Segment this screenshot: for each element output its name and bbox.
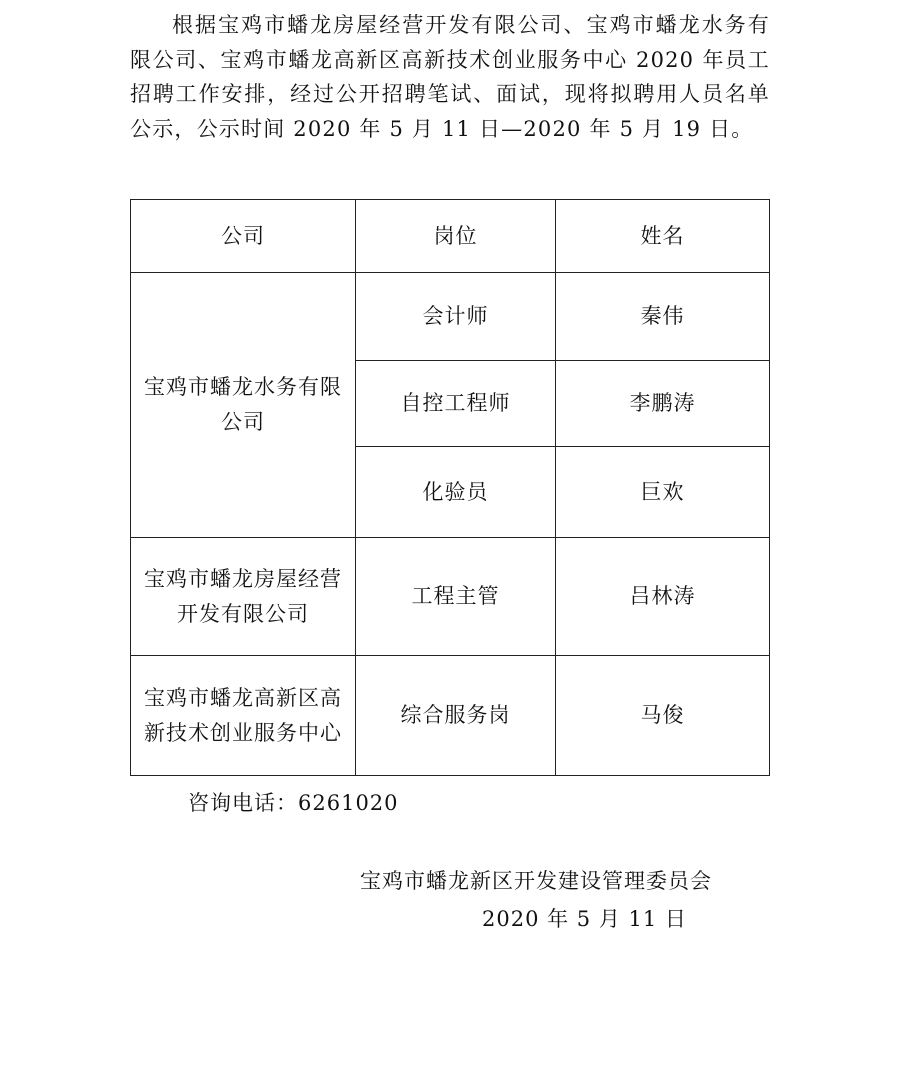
name-cell: 巨欢 bbox=[556, 447, 770, 538]
company-cell: 宝鸡市蟠龙房屋经营开发有限公司 bbox=[131, 538, 356, 656]
header-position: 岗位 bbox=[356, 200, 556, 273]
name-cell: 秦伟 bbox=[556, 273, 770, 361]
hiring-table bbox=[130, 199, 770, 776]
table-row bbox=[131, 273, 770, 361]
position-cell: 综合服务岗 bbox=[356, 656, 556, 776]
name-cell: 马俊 bbox=[556, 656, 770, 776]
position-cell: 会计师 bbox=[356, 273, 556, 361]
notice-paragraph: 根据宝鸡市蟠龙房屋经营开发有限公司、宝鸡市蟠龙水务有限公司、宝鸡市蟠龙高新区高新技术创业服务中心 2020 年员工招聘工作安排，经过公开招聘笔试、面试，现将拟聘用人员名单公示，公示时间 2020 年 5 月 11 日—2020 年 5 月 19 日。 bbox=[130, 13, 770, 141]
name-cell: 李鹏涛 bbox=[556, 361, 770, 447]
position-cell: 化验员 bbox=[356, 447, 556, 538]
contact-phone: 咨询电话：6261020 bbox=[188, 791, 399, 815]
position-cell: 自控工程师 bbox=[356, 361, 556, 447]
header-company: 公司 bbox=[131, 200, 356, 273]
header-name: 姓名 bbox=[556, 200, 770, 273]
company-cell: 宝鸡市蟠龙高新区高新技术创业服务中心 bbox=[131, 656, 356, 776]
position-cell: 工程主管 bbox=[356, 538, 556, 656]
table-header-row bbox=[131, 200, 770, 273]
signing-date: 2020 年 5 月 11 日 bbox=[482, 907, 687, 931]
company-cell: 宝鸡市蟠龙水务有限公司 bbox=[131, 273, 356, 538]
table-row bbox=[131, 538, 770, 656]
table-row bbox=[131, 656, 770, 776]
signing-organization: 宝鸡市蟠龙新区开发建设管理委员会 bbox=[360, 869, 712, 893]
name-cell: 吕林涛 bbox=[556, 538, 770, 656]
